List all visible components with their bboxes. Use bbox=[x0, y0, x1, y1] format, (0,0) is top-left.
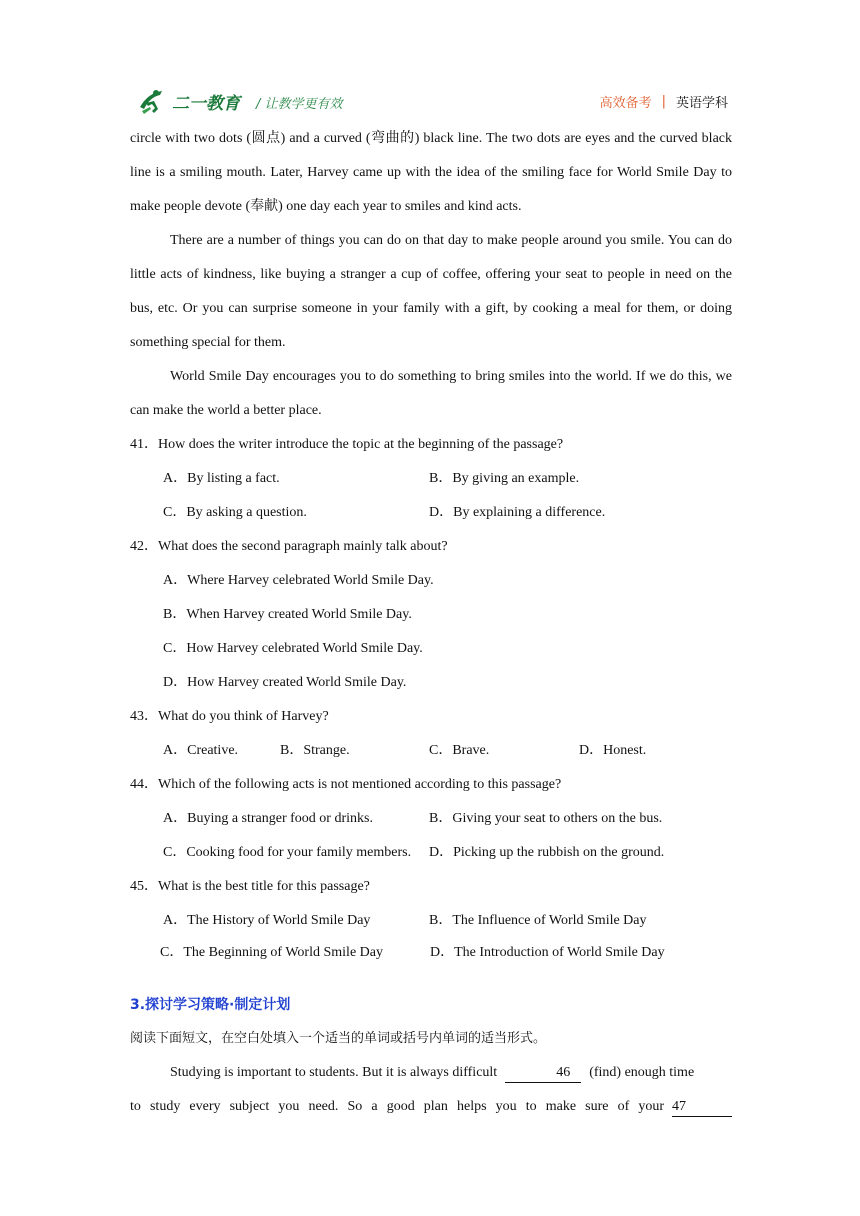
slogan: / 让教学更有效 bbox=[256, 97, 343, 112]
blank-46: 46 bbox=[505, 1064, 581, 1083]
section-3-line-1 bbox=[130, 1056, 732, 1090]
option-44-b: B．Giving your seat to others on the bus. bbox=[429, 811, 663, 826]
option-42-b: B．When Harvey created World Smile Day. bbox=[163, 607, 412, 622]
option-42-d: D．How Harvey created World Smile Day. bbox=[163, 675, 407, 690]
subject-label: 英语学科 bbox=[675, 96, 728, 111]
option-45-a: A．The History of World Smile Day bbox=[163, 913, 371, 928]
line-2-text: to study every subject you need. So a good plan helps you to make sure of your bbox=[130, 1099, 664, 1114]
option-42-c: C．How Harvey celebrated World Smile Day. bbox=[163, 641, 423, 656]
exam-label: 高效备考 bbox=[599, 96, 652, 111]
option-43-d: D．Honest. bbox=[579, 743, 647, 758]
option-44-c: C．Cooking food for your family members. bbox=[163, 845, 412, 860]
question-41-stem: 41．How does the writer introduce the topic at the beginning of the passage? bbox=[130, 437, 564, 452]
option-43-b: B．Strange. bbox=[280, 743, 350, 758]
page-header bbox=[136, 86, 728, 120]
option-41-c: C．By asking a question. bbox=[163, 505, 307, 520]
section-3-title: 3.探讨学习策略·制定计划 bbox=[130, 997, 291, 1013]
section-3-instruction: 阅读下面短文，在空白处填入一个适当的单词或括号内单词的适当形式。 bbox=[130, 1031, 547, 1046]
logo bbox=[136, 86, 240, 116]
option-45-c: C．The Beginning of World Smile Day bbox=[160, 945, 383, 960]
option-42-a: A．Where Harvey celebrated World Smile Day. bbox=[163, 573, 434, 588]
question-44-stem: 44．Which of the following acts is not mentioned according to this passage? bbox=[130, 777, 562, 792]
question-45-stem: 45．What is the best title for this passage? bbox=[130, 879, 370, 894]
question-43-stem: 43．What do you think of Harvey? bbox=[130, 709, 329, 724]
logo-text: 二一教育 bbox=[172, 93, 240, 114]
question-42-stem: 42．What does the second paragraph mainly talk about? bbox=[130, 539, 448, 554]
header-right bbox=[600, 92, 728, 111]
option-43-a: A．Creative. bbox=[163, 743, 239, 758]
question-41-options-row-2 bbox=[130, 496, 732, 530]
line-1-text-after: (find) enough time bbox=[589, 1065, 695, 1080]
blank-47: 47 bbox=[672, 1098, 732, 1117]
header-separator: | bbox=[661, 94, 666, 109]
option-41-a: A．By listing a fact. bbox=[163, 471, 280, 486]
option-44-d: D．Picking up the rubbish on the ground. bbox=[429, 845, 665, 860]
passage-paragraph-2: There are a number of things you can do on that day to make people around you smile. You can do little acts of kindness, like buying a stranger a cup of coffee, offering your seat to people in need on the bus, etc. Or you can surprise someone in your family with a gift, by cooking a meal for them, or doing something special for them. bbox=[130, 233, 732, 350]
section-3-line-2 bbox=[130, 1090, 732, 1124]
running-person-icon bbox=[136, 87, 170, 115]
option-45-b: B．The Influence of World Smile Day bbox=[429, 913, 647, 928]
question-41-options-row-1 bbox=[130, 462, 732, 496]
option-41-b: B．By giving an example. bbox=[429, 471, 580, 486]
question-44-options-row-2 bbox=[130, 836, 732, 870]
document-body bbox=[130, 122, 732, 1124]
question-45-options-row-2 bbox=[130, 938, 732, 968]
option-45-d: D．The Introduction of World Smile Day bbox=[430, 945, 665, 960]
option-43-c: C．Brave. bbox=[429, 743, 490, 758]
passage-paragraph-1: circle with two dots (圆点) and a curved (弯曲的) black line. The two dots are eyes and the curved black line is a smiling mouth. Later, Harvey came up with the idea of the smiling face for World Smile Day to make people devote (奉献) one day each year to smiles and kind acts. bbox=[130, 131, 732, 214]
question-44-options-row-1 bbox=[130, 802, 732, 836]
option-41-d: D．By explaining a difference. bbox=[429, 505, 606, 520]
option-44-a: A．Buying a stranger food or drinks. bbox=[163, 811, 373, 826]
passage-paragraph-3: World Smile Day encourages you to do something to bring smiles into the world. If we do this, we can make the world a better place. bbox=[130, 369, 732, 418]
question-45-options-row-1 bbox=[130, 904, 732, 938]
line-1-text-before: Studying is important to students. But it is always difficult bbox=[170, 1065, 498, 1080]
question-43-options bbox=[130, 734, 732, 768]
